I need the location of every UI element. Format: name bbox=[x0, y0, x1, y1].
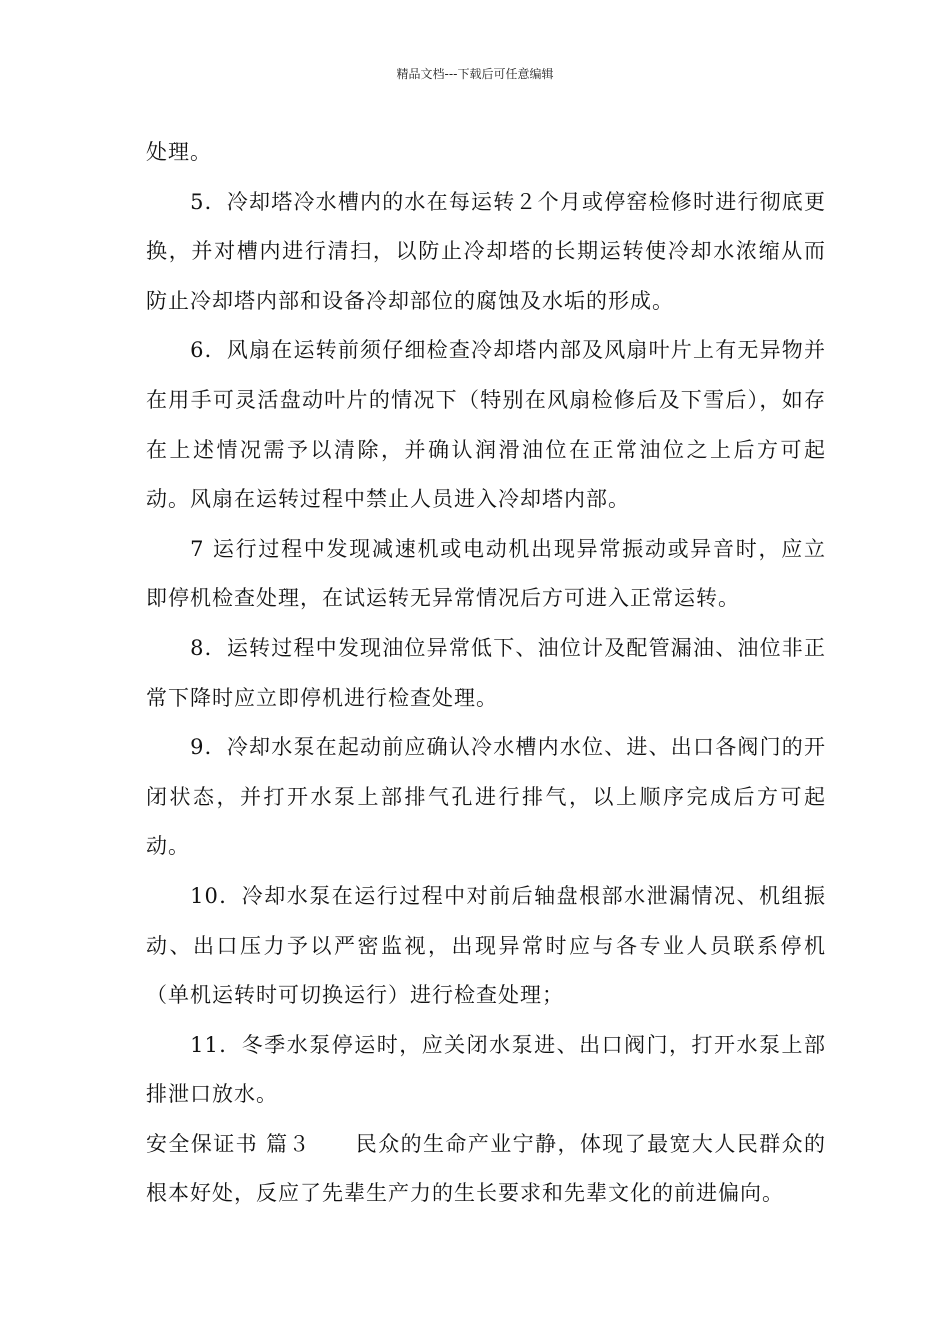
paragraph-item-11: 11．冬季水泵停运时，应关闭水泵进、出口阀门，打开水泵上部排泄口放水。 bbox=[146, 1032, 826, 1107]
document-body bbox=[146, 128, 826, 1219]
page-header: 精品文档---下载后可任意编辑 bbox=[396, 67, 554, 81]
paragraph-section-start: 安全保证书 篇３ 民众的生命产业宁静，体现了最宽大人民群众的根本好处，反应了先辈生产力的生长要求和先辈文化的前进偏向。 bbox=[146, 1131, 826, 1206]
paragraph-item-5: 5．冷却塔冷水槽内的水在每运转２个月或停窑检修时进行彻底更换，并对槽内进行清扫，以防止冷却塔的长期运转使冷却水浓缩从而防止冷却塔内部和设备冷却部位的腐蚀及水垢的形成。 bbox=[146, 189, 826, 313]
paragraph-item-8: 8．运转过程中发现油位异常低下、油位计及配管漏油、油位非正常下降时应立即停机进行检查处理。 bbox=[146, 635, 826, 710]
paragraph-item-9: 9．冷却水泵在起动前应确认冷水槽内水位、进、出口各阀门的开闭状态，并打开水泵上部排气孔进行排气，以上顺序完成后方可起动。 bbox=[146, 735, 826, 859]
paragraph-item-6: 6．风扇在运转前须仔细检查冷却塔内部及风扇叶片上有无异物并在用手可灵活盘动叶片的情况下（特别在风扇检修后及下雪后），如存在上述情况需予以清除，并确认润滑油位在正常油位之上后方可起动。风扇在运转过程中禁止人员进入冷却塔内部。 bbox=[146, 338, 826, 512]
paragraph-item-7: 7 运行过程中发现减速机或电动机出现异常振动或异音时，应立即停机检查处理，在试运转无异常情况后方可进入正常运转。 bbox=[146, 536, 826, 611]
paragraph-continuation: 处理。 bbox=[146, 140, 212, 164]
paragraph-item-10: 10．冷却水泵在运行过程中对前后轴盘根部水泄漏情况、机组振动、出口压力予以严密监视，出现异常时应与各专业人员联系停机（单机运转时可切换运行）进行检查处理； bbox=[146, 883, 826, 1008]
